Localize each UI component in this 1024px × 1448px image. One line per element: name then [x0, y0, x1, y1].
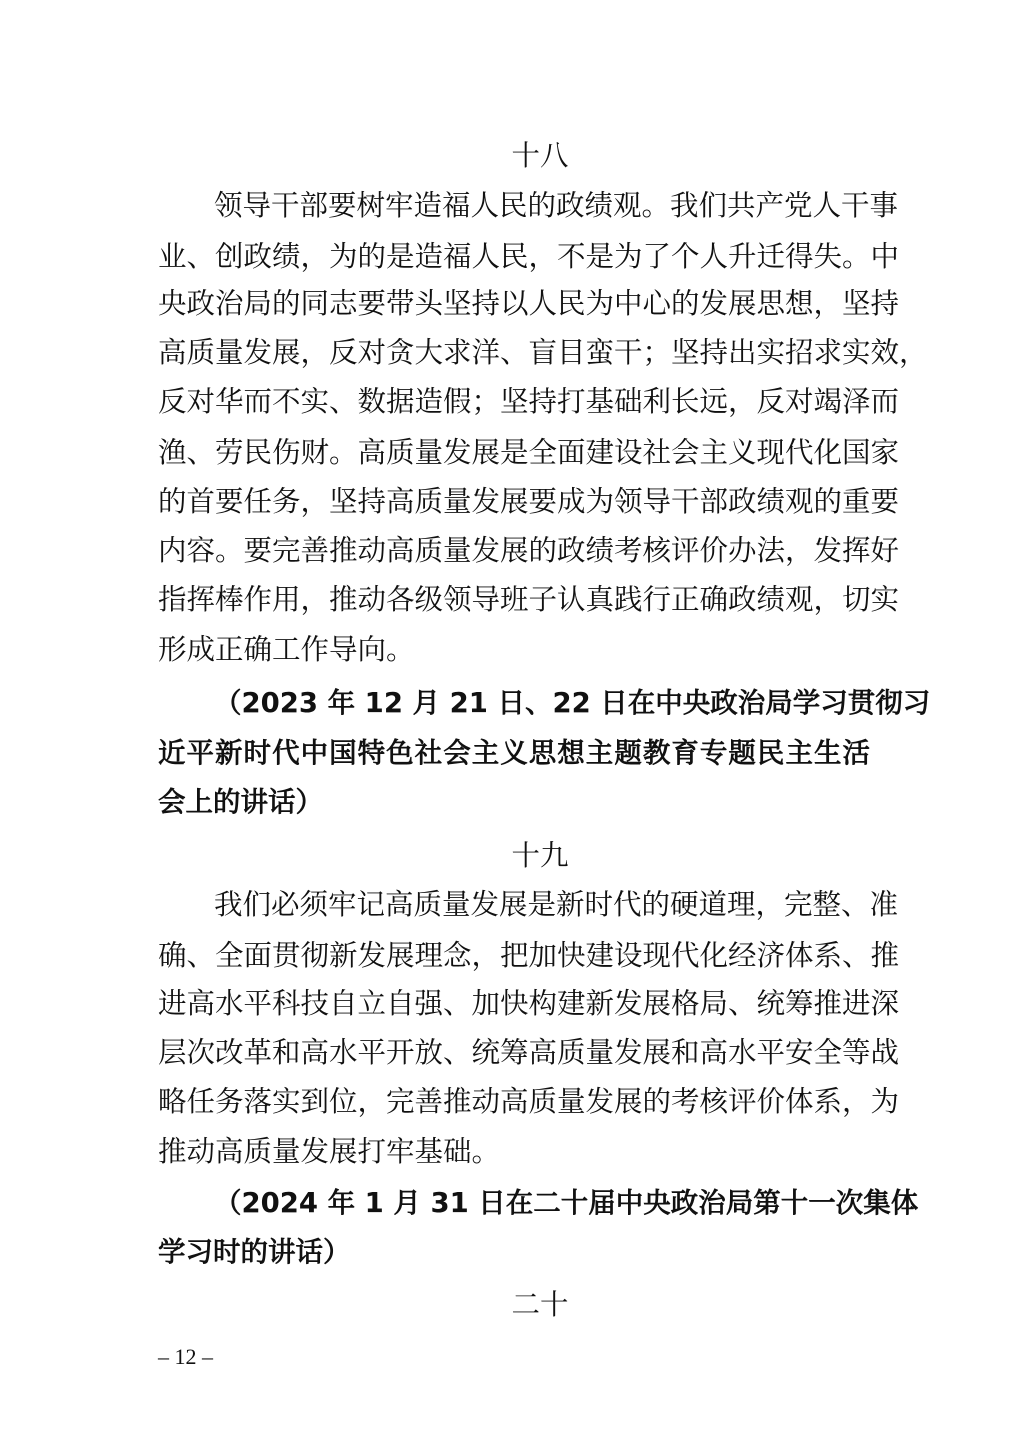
- section-number-19: 十九: [511, 839, 569, 872]
- paragraph-line: 央政治局的同志要带头坚持以人民为中心的发展思想，坚持: [158, 287, 900, 320]
- paragraph-line: 进高水平科技自立自强、加快构建新发展格局、统筹推进深: [158, 987, 900, 1020]
- paragraph-line: 确、全面贯彻新发展理念，把加快建设现代化经济体系、推: [158, 939, 900, 972]
- paragraph-line: 渔、劳民伤财。高质量发展是全面建设社会主义现代化国家: [158, 436, 900, 469]
- paragraph-line: 指挥棒作用，推动各级领导班子认真践行正确政绩观，切实: [158, 583, 900, 616]
- paragraph-line: 的首要任务，坚持高质量发展要成为领导干部政绩观的重要: [158, 485, 900, 518]
- paragraph-line: 高质量发展，反对贪大求洋、盲目蛮干；坚持出实招求实效，: [158, 336, 928, 369]
- paragraph-line: 推动高质量发展打牢基础。: [158, 1135, 501, 1168]
- section-number-20: 二十: [511, 1288, 569, 1321]
- source-citation-line: （2024 年 1 月 31 日在二十届中央政治局第十一次集体: [214, 1187, 919, 1219]
- paragraph-line: 反对华而不实、数据造假；坚持打基础利长远，反对竭泽而: [158, 385, 900, 418]
- paragraph-line: 我们必须牢记高质量发展是新时代的硬道理，完整、准: [214, 888, 899, 921]
- page-number: – 12 –: [158, 1344, 213, 1369]
- source-citation-line: 学习时的讲话）: [158, 1236, 351, 1268]
- paragraph-line: 略任务落实到位，完善推动高质量发展的考核评价体系，为: [158, 1085, 900, 1118]
- paragraph-line: 层次改革和高水平开放、统筹高质量发展和高水平安全等战: [158, 1036, 900, 1069]
- paragraph-line: 内容。要完善推动高质量发展的政绩考核评价办法，发挥好: [158, 534, 900, 567]
- paragraph-line: 形成正确工作导向。: [158, 633, 415, 666]
- source-citation-line: （2023 年 12 月 21 日、22 日在中央政治局学习贯彻习: [214, 687, 931, 719]
- paragraph-line: 领导干部要树牢造福人民的政绩观。我们共产党人干事: [214, 189, 899, 222]
- section-number-18: 十八: [511, 139, 569, 172]
- source-citation-line: 近平新时代中国特色社会主义思想主题教育专题民主生活: [158, 737, 870, 769]
- source-citation-line: 会上的讲话）: [158, 786, 323, 818]
- paragraph-line: 业、创政绩，为的是造福人民，不是为了个人升迁得失。中: [158, 240, 900, 273]
